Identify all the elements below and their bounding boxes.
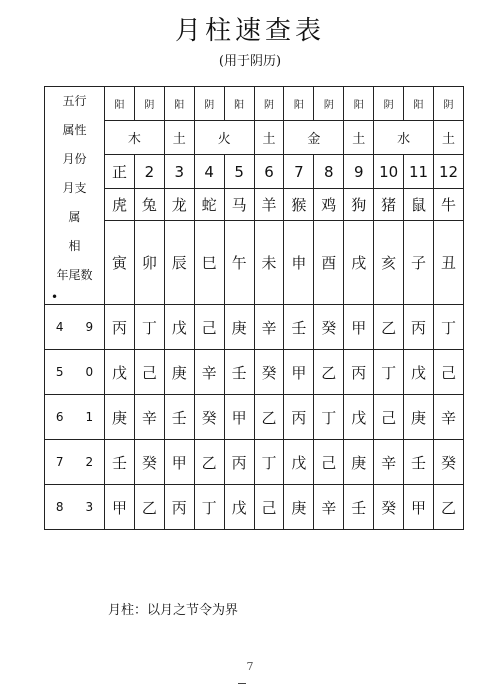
stem-row — [45, 395, 464, 440]
yin-yang-cell: 阴 — [433, 87, 463, 121]
stem-cell: 己 — [374, 395, 404, 440]
year-digit-cell: 7 — [45, 440, 75, 485]
stem-cell: 乙 — [433, 485, 463, 530]
branch-cell: 寅 — [105, 221, 135, 305]
zodiac-cell: 马 — [224, 189, 254, 221]
zodiac-cell: 鼠 — [404, 189, 434, 221]
month-cell: 5 — [224, 155, 254, 189]
stem-cell: 戊 — [224, 485, 254, 530]
stem-cell: 丁 — [374, 350, 404, 395]
stem-cell: 丁 — [314, 395, 344, 440]
zodiac-cell: 牛 — [433, 189, 463, 221]
stem-cell: 乙 — [134, 485, 164, 530]
stem-cell: 癸 — [194, 395, 224, 440]
stem-cell: 丙 — [284, 395, 314, 440]
stem-cell: 丙 — [404, 305, 434, 350]
month-cell: 12 — [433, 155, 463, 189]
stem-cell: 辛 — [254, 305, 284, 350]
label-nianweishu: 年尾数 — [56, 268, 93, 282]
yin-yang-cell: 阳 — [105, 87, 135, 121]
month-cell: 8 — [314, 155, 344, 189]
stem-cell: 丙 — [344, 350, 374, 395]
element-cell: 金 — [284, 121, 344, 155]
stem-cell: 壬 — [344, 485, 374, 530]
stem-cell: 己 — [314, 440, 344, 485]
stem-cell: 甲 — [284, 350, 314, 395]
month-cell: 11 — [404, 155, 434, 189]
month-cell: 9 — [344, 155, 374, 189]
year-digit-cell: 5 — [45, 350, 75, 395]
stem-cell: 己 — [194, 305, 224, 350]
stem-cell: 丁 — [134, 305, 164, 350]
year-digit-cell: 1 — [75, 395, 105, 440]
stem-cell: 庚 — [105, 395, 135, 440]
stem-cell: 丙 — [164, 485, 194, 530]
stem-cell: 庚 — [284, 485, 314, 530]
stem-cell: 己 — [134, 350, 164, 395]
stem-cell: 丁 — [194, 485, 224, 530]
stem-cell: 戊 — [404, 350, 434, 395]
label-shuxing: 属性 — [62, 123, 87, 137]
branch-cell: 巳 — [194, 221, 224, 305]
page-subtitle: (用于阴历) — [218, 54, 282, 69]
label-wuxing: 五行 — [62, 94, 87, 108]
month-cell: 6 — [254, 155, 284, 189]
branch-cell: 申 — [284, 221, 314, 305]
stem-cell: 甲 — [404, 485, 434, 530]
stem-cell: 壬 — [164, 395, 194, 440]
branch-row — [45, 221, 464, 305]
element-cell: 土 — [344, 121, 374, 155]
stem-row — [45, 305, 464, 350]
stem-cell: 己 — [433, 350, 463, 395]
stem-cell: 辛 — [314, 485, 344, 530]
label-dot: • — [51, 290, 59, 304]
month-cell: 10 — [374, 155, 404, 189]
month-cell: 正 — [105, 155, 135, 189]
stem-cell: 戊 — [105, 350, 135, 395]
branch-cell: 午 — [224, 221, 254, 305]
month-cell: 7 — [284, 155, 314, 189]
branch-cell: 丑 — [433, 221, 463, 305]
stem-cell: 癸 — [314, 305, 344, 350]
branch-cell: 酉 — [314, 221, 344, 305]
element-row — [45, 121, 464, 155]
year-digit-cell: 9 — [75, 305, 105, 350]
zodiac-cell: 蛇 — [194, 189, 224, 221]
month-cell: 2 — [134, 155, 164, 189]
stem-cell: 庚 — [164, 350, 194, 395]
year-digit-cell: 4 — [45, 305, 75, 350]
branch-cell: 卯 — [134, 221, 164, 305]
yin-yang-row — [45, 87, 464, 121]
zodiac-cell: 虎 — [105, 189, 135, 221]
stem-cell: 辛 — [194, 350, 224, 395]
label-shu: 属 — [68, 210, 81, 224]
zodiac-cell: 兔 — [134, 189, 164, 221]
yin-yang-cell: 阳 — [284, 87, 314, 121]
stem-cell: 庚 — [224, 305, 254, 350]
stem-cell: 辛 — [134, 395, 164, 440]
stem-cell: 乙 — [314, 350, 344, 395]
branch-cell: 辰 — [164, 221, 194, 305]
stem-cell: 庚 — [404, 395, 434, 440]
year-digit-cell: 2 — [75, 440, 105, 485]
stem-cell: 乙 — [194, 440, 224, 485]
yin-yang-cell: 阴 — [314, 87, 344, 121]
branch-cell: 子 — [404, 221, 434, 305]
stem-cell: 戊 — [344, 395, 374, 440]
zodiac-cell: 猪 — [374, 189, 404, 221]
month-row — [45, 155, 464, 189]
yin-yang-cell: 阳 — [344, 87, 374, 121]
element-cell: 土 — [433, 121, 463, 155]
yin-yang-cell: 阳 — [224, 87, 254, 121]
year-digit-cell: 0 — [75, 350, 105, 395]
stem-cell: 辛 — [433, 395, 463, 440]
bottom-dash-mark — [238, 683, 246, 684]
yin-yang-cell: 阴 — [134, 87, 164, 121]
stem-cell: 戊 — [284, 440, 314, 485]
stem-cell: 壬 — [224, 350, 254, 395]
element-cell: 火 — [194, 121, 254, 155]
stem-cell: 甲 — [105, 485, 135, 530]
stem-cell: 壬 — [284, 305, 314, 350]
label-yuezhi: 月支 — [62, 181, 87, 195]
label-xiang: 相 — [68, 239, 81, 253]
stem-row — [45, 350, 464, 395]
stem-cell: 壬 — [404, 440, 434, 485]
branch-cell: 戌 — [344, 221, 374, 305]
stem-cell: 癸 — [374, 485, 404, 530]
page-number: 7 — [246, 660, 254, 673]
yin-yang-cell: 阳 — [404, 87, 434, 121]
branch-cell: 亥 — [374, 221, 404, 305]
month-pillar-table — [44, 86, 464, 530]
zodiac-cell: 猴 — [284, 189, 314, 221]
yin-yang-cell: 阴 — [194, 87, 224, 121]
stem-cell: 壬 — [105, 440, 135, 485]
zodiac-cell: 龙 — [164, 189, 194, 221]
zodiac-row — [45, 189, 464, 221]
year-digit-cell: 3 — [75, 485, 105, 530]
footnote: 月柱：以月之节令为界 — [108, 603, 239, 618]
stem-cell: 乙 — [254, 395, 284, 440]
element-cell: 土 — [164, 121, 194, 155]
label-yuefen: 月份 — [62, 152, 87, 166]
stem-rows — [45, 305, 464, 530]
stem-cell: 乙 — [374, 305, 404, 350]
yin-yang-cell: 阳 — [164, 87, 194, 121]
zodiac-cell: 鸡 — [314, 189, 344, 221]
element-cell: 木 — [105, 121, 165, 155]
stem-cell: 丙 — [224, 440, 254, 485]
stem-cell: 丙 — [105, 305, 135, 350]
stem-cell: 庚 — [344, 440, 374, 485]
page-title: 月柱速查表 — [174, 16, 325, 46]
month-cell: 4 — [194, 155, 224, 189]
stem-row — [45, 440, 464, 485]
header-label-cell — [45, 87, 105, 305]
stem-cell: 丁 — [254, 440, 284, 485]
stem-cell: 甲 — [344, 305, 374, 350]
stem-cell: 己 — [254, 485, 284, 530]
stem-cell: 甲 — [224, 395, 254, 440]
year-digit-cell: 6 — [45, 395, 75, 440]
stem-cell: 丁 — [433, 305, 463, 350]
stem-cell: 癸 — [433, 440, 463, 485]
stem-cell: 甲 — [164, 440, 194, 485]
branch-cell: 未 — [254, 221, 284, 305]
element-cell: 水 — [374, 121, 434, 155]
zodiac-cell: 羊 — [254, 189, 284, 221]
month-cell: 3 — [164, 155, 194, 189]
stem-cell: 戊 — [164, 305, 194, 350]
stem-cell: 癸 — [134, 440, 164, 485]
stem-row — [45, 485, 464, 530]
yin-yang-cell: 阴 — [374, 87, 404, 121]
element-cell: 土 — [254, 121, 284, 155]
year-digit-cell: 8 — [45, 485, 75, 530]
zodiac-cell: 狗 — [344, 189, 374, 221]
yin-yang-cell: 阴 — [254, 87, 284, 121]
stem-cell: 辛 — [374, 440, 404, 485]
stem-cell: 癸 — [254, 350, 284, 395]
